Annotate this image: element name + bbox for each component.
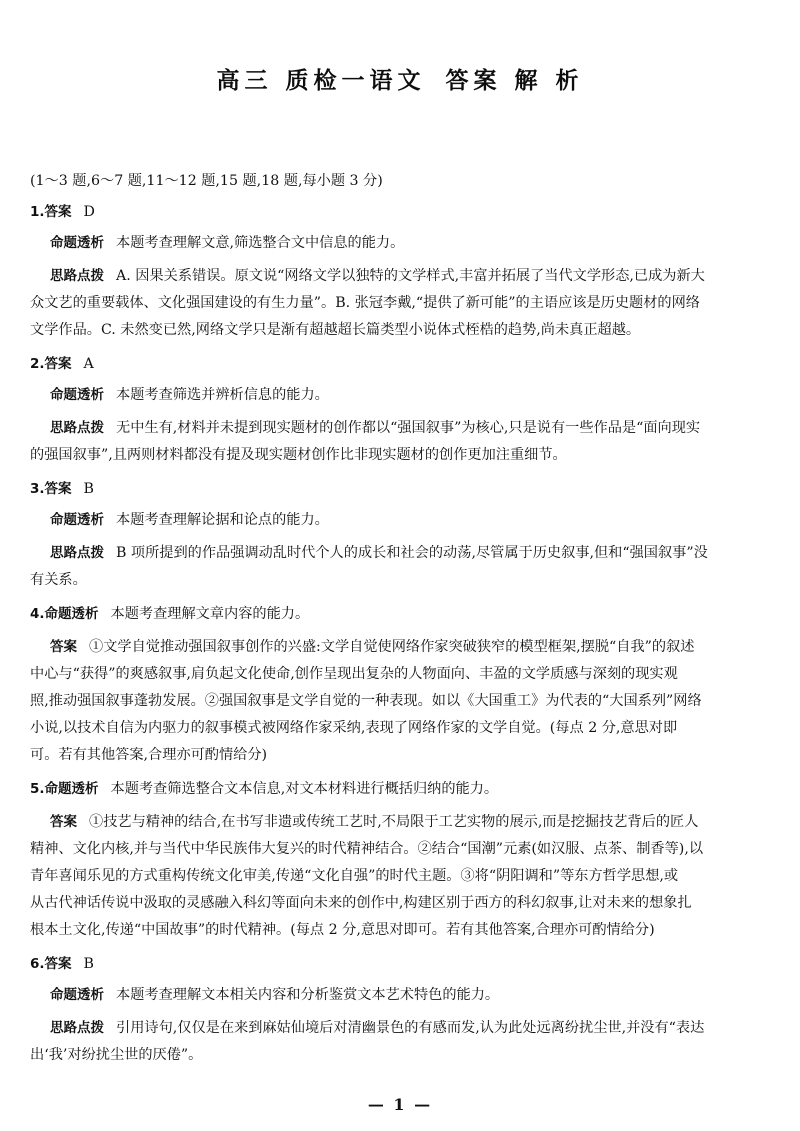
question-number: 2. — [30, 356, 45, 372]
answer-line: 小说,以技术自信为内驱力的叙事模式被网络作家采纳,表现了网络作家的文学自觉。(每点 2 分,意思对即 — [30, 720, 678, 736]
intent-row — [30, 509, 778, 531]
hint-line: 无中生有,材料并未提到现实题材的创作都以“强国叙事”为核心,只是说有一些作品是“面向现实 — [116, 420, 701, 436]
intent-text: 本题考查理解文意,筛选整合文中信息的能力。 — [116, 235, 405, 251]
intent-row — [30, 984, 778, 1006]
hint-line: 引用诗句,仅仅是在来到麻姑仙境后对清幽景色的有感而发,认为此处远离纷扰尘世,并没有“表达 — [116, 1020, 705, 1036]
answer-line: 根本土文化,传递“中国故事”的时代精神。(每点 2 分,意思对即可。若有其他答案,合理亦可酌情给分) — [30, 922, 655, 938]
question-1 — [30, 201, 778, 223]
answer-label: 答案 — [44, 204, 72, 220]
answer-label: 答案 — [50, 639, 77, 655]
question-5 — [30, 778, 778, 800]
intent-label: 命题透析 — [50, 987, 104, 1003]
answer-label: 答案 — [44, 356, 72, 372]
answer-line: ①文学自觉推动强国叙事创作的兴盛:文学自觉使网络作家突破狭窄的模型框架,摆脱“自我”的叙述 — [89, 639, 695, 655]
question-number: 6. — [30, 956, 45, 972]
question-2 — [30, 353, 778, 375]
question-6 — [30, 953, 778, 975]
hint-label: 思路点拨 — [50, 1020, 104, 1036]
intent-label: 命题透析 — [50, 512, 104, 528]
hint-paragraph — [30, 415, 778, 469]
answer-line: 中心与“获得”的爽感叙事,肩负起文化使命,创作呈现出复杂的人物面向、丰盈的文学质感与深刻的现实观 — [30, 666, 678, 682]
page-number: — 1 — — [367, 1095, 433, 1114]
intent-text: 本题考查筛选并辨析信息的能力。 — [116, 387, 329, 403]
answer-label: 答案 — [44, 481, 72, 497]
hint-line: 的强国叙事”,且两则材料都没有提及现实题材创作比非现实题材的创作更加注重细节。 — [30, 447, 567, 463]
intent-label: 命题透析 — [50, 387, 104, 403]
hint-line: A. 因果关系错误。原文说“网络文学以独特的文学样式,丰富并拓展了当代文学形态,已成为新大 — [116, 268, 705, 284]
hint-line: 众文艺的重要载体、文化强国建设的有生力量”。B. 张冠李戴,“提供了新可能”的主语应该是历史题材的网络 — [30, 295, 700, 311]
hint-label: 思路点拨 — [50, 420, 104, 436]
intent-text: 本题考查理解文本相关内容和分析鉴赏文本艺术特色的能力。 — [116, 987, 500, 1003]
answer-value: B — [83, 481, 94, 497]
intent-text: 本题考查理解论据和论点的能力。 — [116, 512, 329, 528]
answer-content — [30, 170, 778, 1069]
intent-label: 命题透析 — [50, 235, 104, 251]
answer-value: A — [83, 356, 94, 372]
intent-label: 命题透析 — [44, 781, 99, 797]
answer-paragraph — [30, 809, 778, 944]
question-number: 4. — [30, 606, 45, 622]
question-number: 3. — [30, 481, 45, 497]
answer-line: ①技艺与精神的结合,在书写非遗或传统工艺时,不局限于工艺实物的展示,而是挖掘技艺背后的匠人 — [89, 814, 699, 830]
hint-line: 有关系。 — [30, 572, 87, 588]
intent-row — [30, 384, 778, 406]
hint-paragraph — [30, 1015, 778, 1069]
page-title — [0, 62, 800, 95]
intent-row — [30, 232, 778, 254]
answer-paragraph — [30, 634, 778, 769]
hint-line: 出‘我’对纷扰尘世的厌倦”。 — [30, 1047, 203, 1063]
scope-note: (1～3 题,6～7 题,11～12 题,15 题,18 题,每小题 3 分) — [30, 173, 383, 189]
intent-text: 本题考查理解文章内容的能力。 — [110, 606, 310, 622]
intent-text: 本题考查筛选整合文本信息,对文本材料进行概括归纳的能力。 — [110, 781, 499, 797]
hint-label: 思路点拨 — [50, 545, 104, 561]
answer-value: B — [83, 956, 94, 972]
hint-line: 文学作品。C. 未然变已然,网络文学只是渐有超越超长篇类型小说体式桎梏的趋势,尚未真正超越。 — [30, 322, 641, 338]
answer-line: 从古代神话传说中汲取的灵感融入科幻等面向未来的创作中,构建区别于西方的科幻叙事,让对未来的想象扎 — [30, 895, 692, 911]
answer-line: 照,推动强国叙事蓬勃发展。②强国叙事是文学自觉的一种表现。如以《大国重工》为代表的“大国系列”网络 — [30, 693, 702, 709]
question-4 — [30, 603, 778, 625]
title-right: 答案 解 析 — [445, 68, 584, 94]
question-3 — [30, 478, 778, 500]
hint-paragraph — [30, 263, 778, 344]
title-left: 高三 质检一语文 — [216, 68, 426, 94]
answer-label: 答案 — [44, 956, 72, 972]
hint-label: 思路点拨 — [50, 268, 104, 284]
question-number: 5. — [30, 781, 45, 797]
answer-label: 答案 — [50, 814, 77, 830]
hint-line: B 项所提到的作品强调动乱时代个人的成长和社会的动荡,尽管属于历史叙事,但和“强国叙事”没 — [116, 545, 708, 561]
hint-paragraph — [30, 540, 778, 594]
intent-label: 命题透析 — [44, 606, 99, 622]
answer-line: 青年喜闻乐见的方式重构传统文化审美,传递“文化自强”的时代主题。③将“阴阳调和”等东方哲学思想,或 — [30, 868, 679, 884]
answer-value: D — [83, 204, 95, 220]
answer-line: 精神、文化内核,并与当代中华民族伟大复兴的时代精神结合。②结合“国潮”元素(如汉服、点茶、制香等),以 — [30, 841, 704, 857]
answer-line: 可。若有其他答案,合理亦可酌情给分) — [30, 747, 268, 763]
question-number: 1. — [30, 204, 45, 220]
